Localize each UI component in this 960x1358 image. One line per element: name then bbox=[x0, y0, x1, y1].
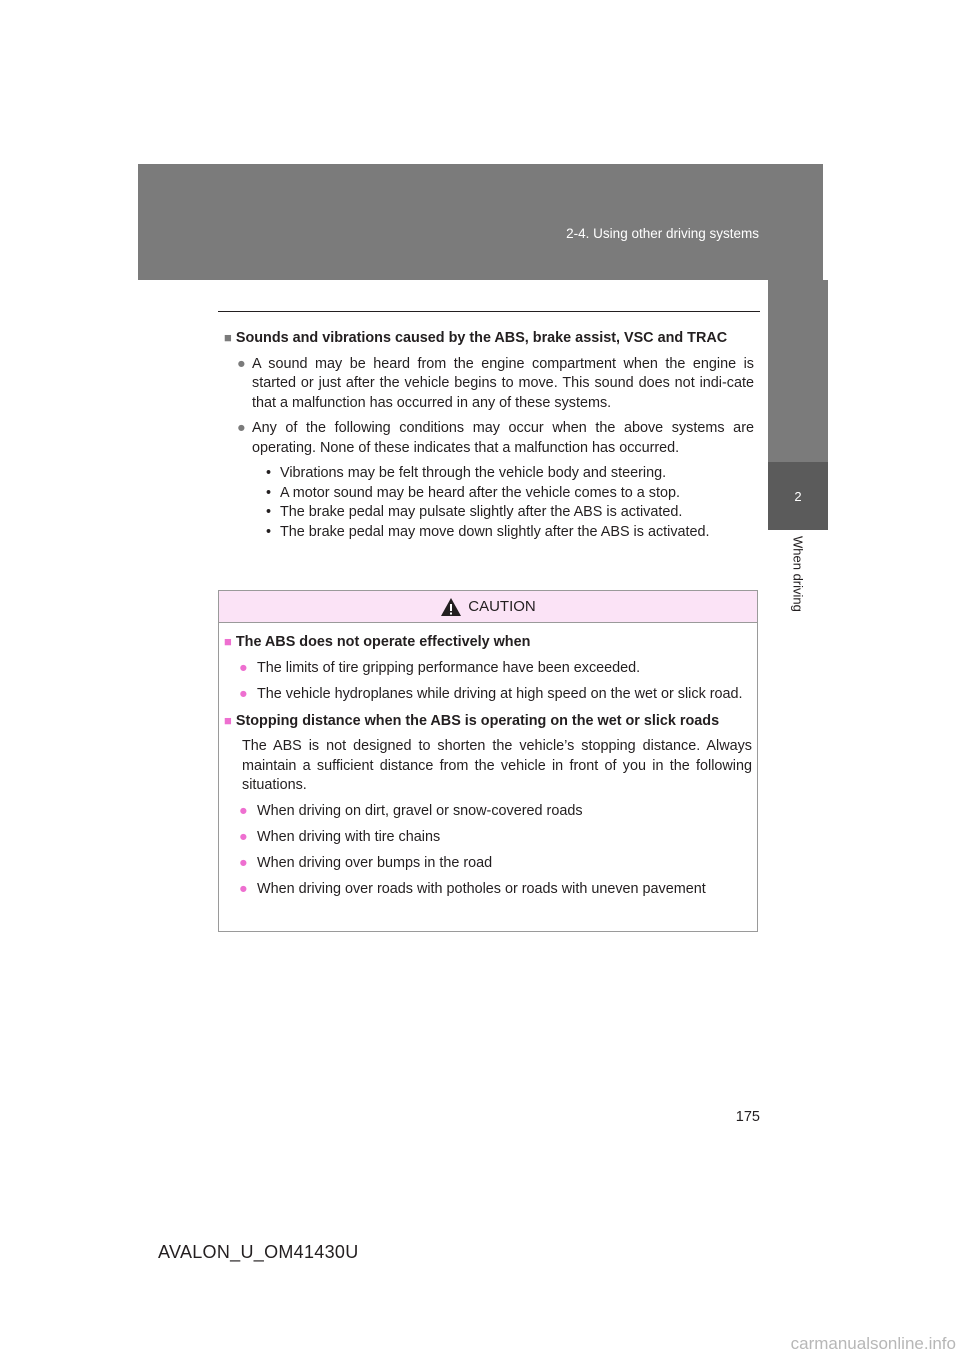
chapter-number: 2 bbox=[794, 488, 802, 504]
caution-title: CAUTION bbox=[468, 598, 536, 615]
caution-heading: ■ The ABS does not operate effectively when bbox=[224, 634, 531, 650]
circle-bullet-icon: ● bbox=[239, 803, 248, 819]
list-item: • The brake pedal may move down slightly after the ABS is activated. bbox=[266, 523, 754, 543]
caution-item: ● The limits of tire gripping performance have been exceeded. bbox=[224, 659, 752, 679]
caution-item: ● When driving over bumps in the road bbox=[224, 854, 752, 874]
caution-body bbox=[219, 623, 757, 900]
circle-bullet-icon: ● bbox=[239, 829, 248, 845]
chapter-tab-label bbox=[768, 530, 828, 650]
circle-bullet-icon: ● bbox=[239, 660, 248, 676]
circle-bullet-icon: ● bbox=[239, 881, 248, 897]
caution-item: ● When driving over roads with potholes or roads with uneven pavement bbox=[224, 880, 752, 900]
top-divider bbox=[218, 311, 760, 312]
square-icon: ■ bbox=[224, 634, 232, 649]
conditions-list bbox=[224, 464, 754, 542]
list-item: • A motor sound may be heard after the vehicle comes to a stop. bbox=[266, 484, 754, 504]
paragraph: ● Any of the following conditions may occur when the above systems are operating. None of these indicates that a malfunction has occurred. bbox=[237, 420, 754, 456]
circle-bullet-icon: ● bbox=[237, 355, 246, 372]
main-content bbox=[224, 328, 754, 542]
document-code: AVALON_U_OM41430U bbox=[158, 1242, 359, 1262]
caution-text: The ABS is not designed to shorten the vehicle’s stopping distance. Always maintain a sufficient distance from the vehicle in front of you in the following situations. bbox=[242, 738, 752, 793]
warning-triangle-icon bbox=[440, 597, 462, 617]
list-item: • The brake pedal may pulsate slightly after the ABS is activated. bbox=[266, 503, 754, 523]
caution-heading: ■ Stopping distance when the ABS is operating on the wet or slick roads bbox=[224, 712, 720, 729]
square-icon: ■ bbox=[224, 330, 232, 345]
watermark: carmanualsonline.info bbox=[790, 1334, 956, 1353]
chapter-tab-number bbox=[768, 462, 828, 530]
caution-item: ● The vehicle hydroplanes while driving at high speed on the wet or slick road. bbox=[224, 685, 752, 705]
circle-bullet-icon: ● bbox=[239, 855, 248, 871]
caution-item: ● When driving with tire chains bbox=[224, 828, 752, 848]
chapter-tab-spacer bbox=[768, 280, 828, 462]
section-title: 2-4. Using other driving systems bbox=[566, 226, 759, 241]
circle-bullet-icon: ● bbox=[239, 686, 248, 702]
paragraph: ● A sound may be heard from the engine compartment when the engine is started or just after the vehicle begins to move. This sound does not indi-cate that a malfunction has occurred in any of these systems. bbox=[237, 355, 754, 411]
caution-box bbox=[218, 590, 758, 932]
caution-header bbox=[219, 591, 757, 623]
square-icon: ■ bbox=[224, 712, 232, 728]
list-item: • Vibrations may be felt through the vehicle body and steering. bbox=[266, 464, 754, 484]
circle-bullet-icon: ● bbox=[237, 420, 246, 436]
caution-item: ● When driving on dirt, gravel or snow-covered roads bbox=[224, 802, 752, 822]
page-number: 175 bbox=[735, 1109, 760, 1125]
chapter-label: When driving bbox=[790, 536, 806, 612]
header-band bbox=[138, 164, 823, 280]
section-heading: ■ Sounds and vibrations caused by the ABS, brake assist, VSC and TRAC bbox=[224, 330, 728, 346]
